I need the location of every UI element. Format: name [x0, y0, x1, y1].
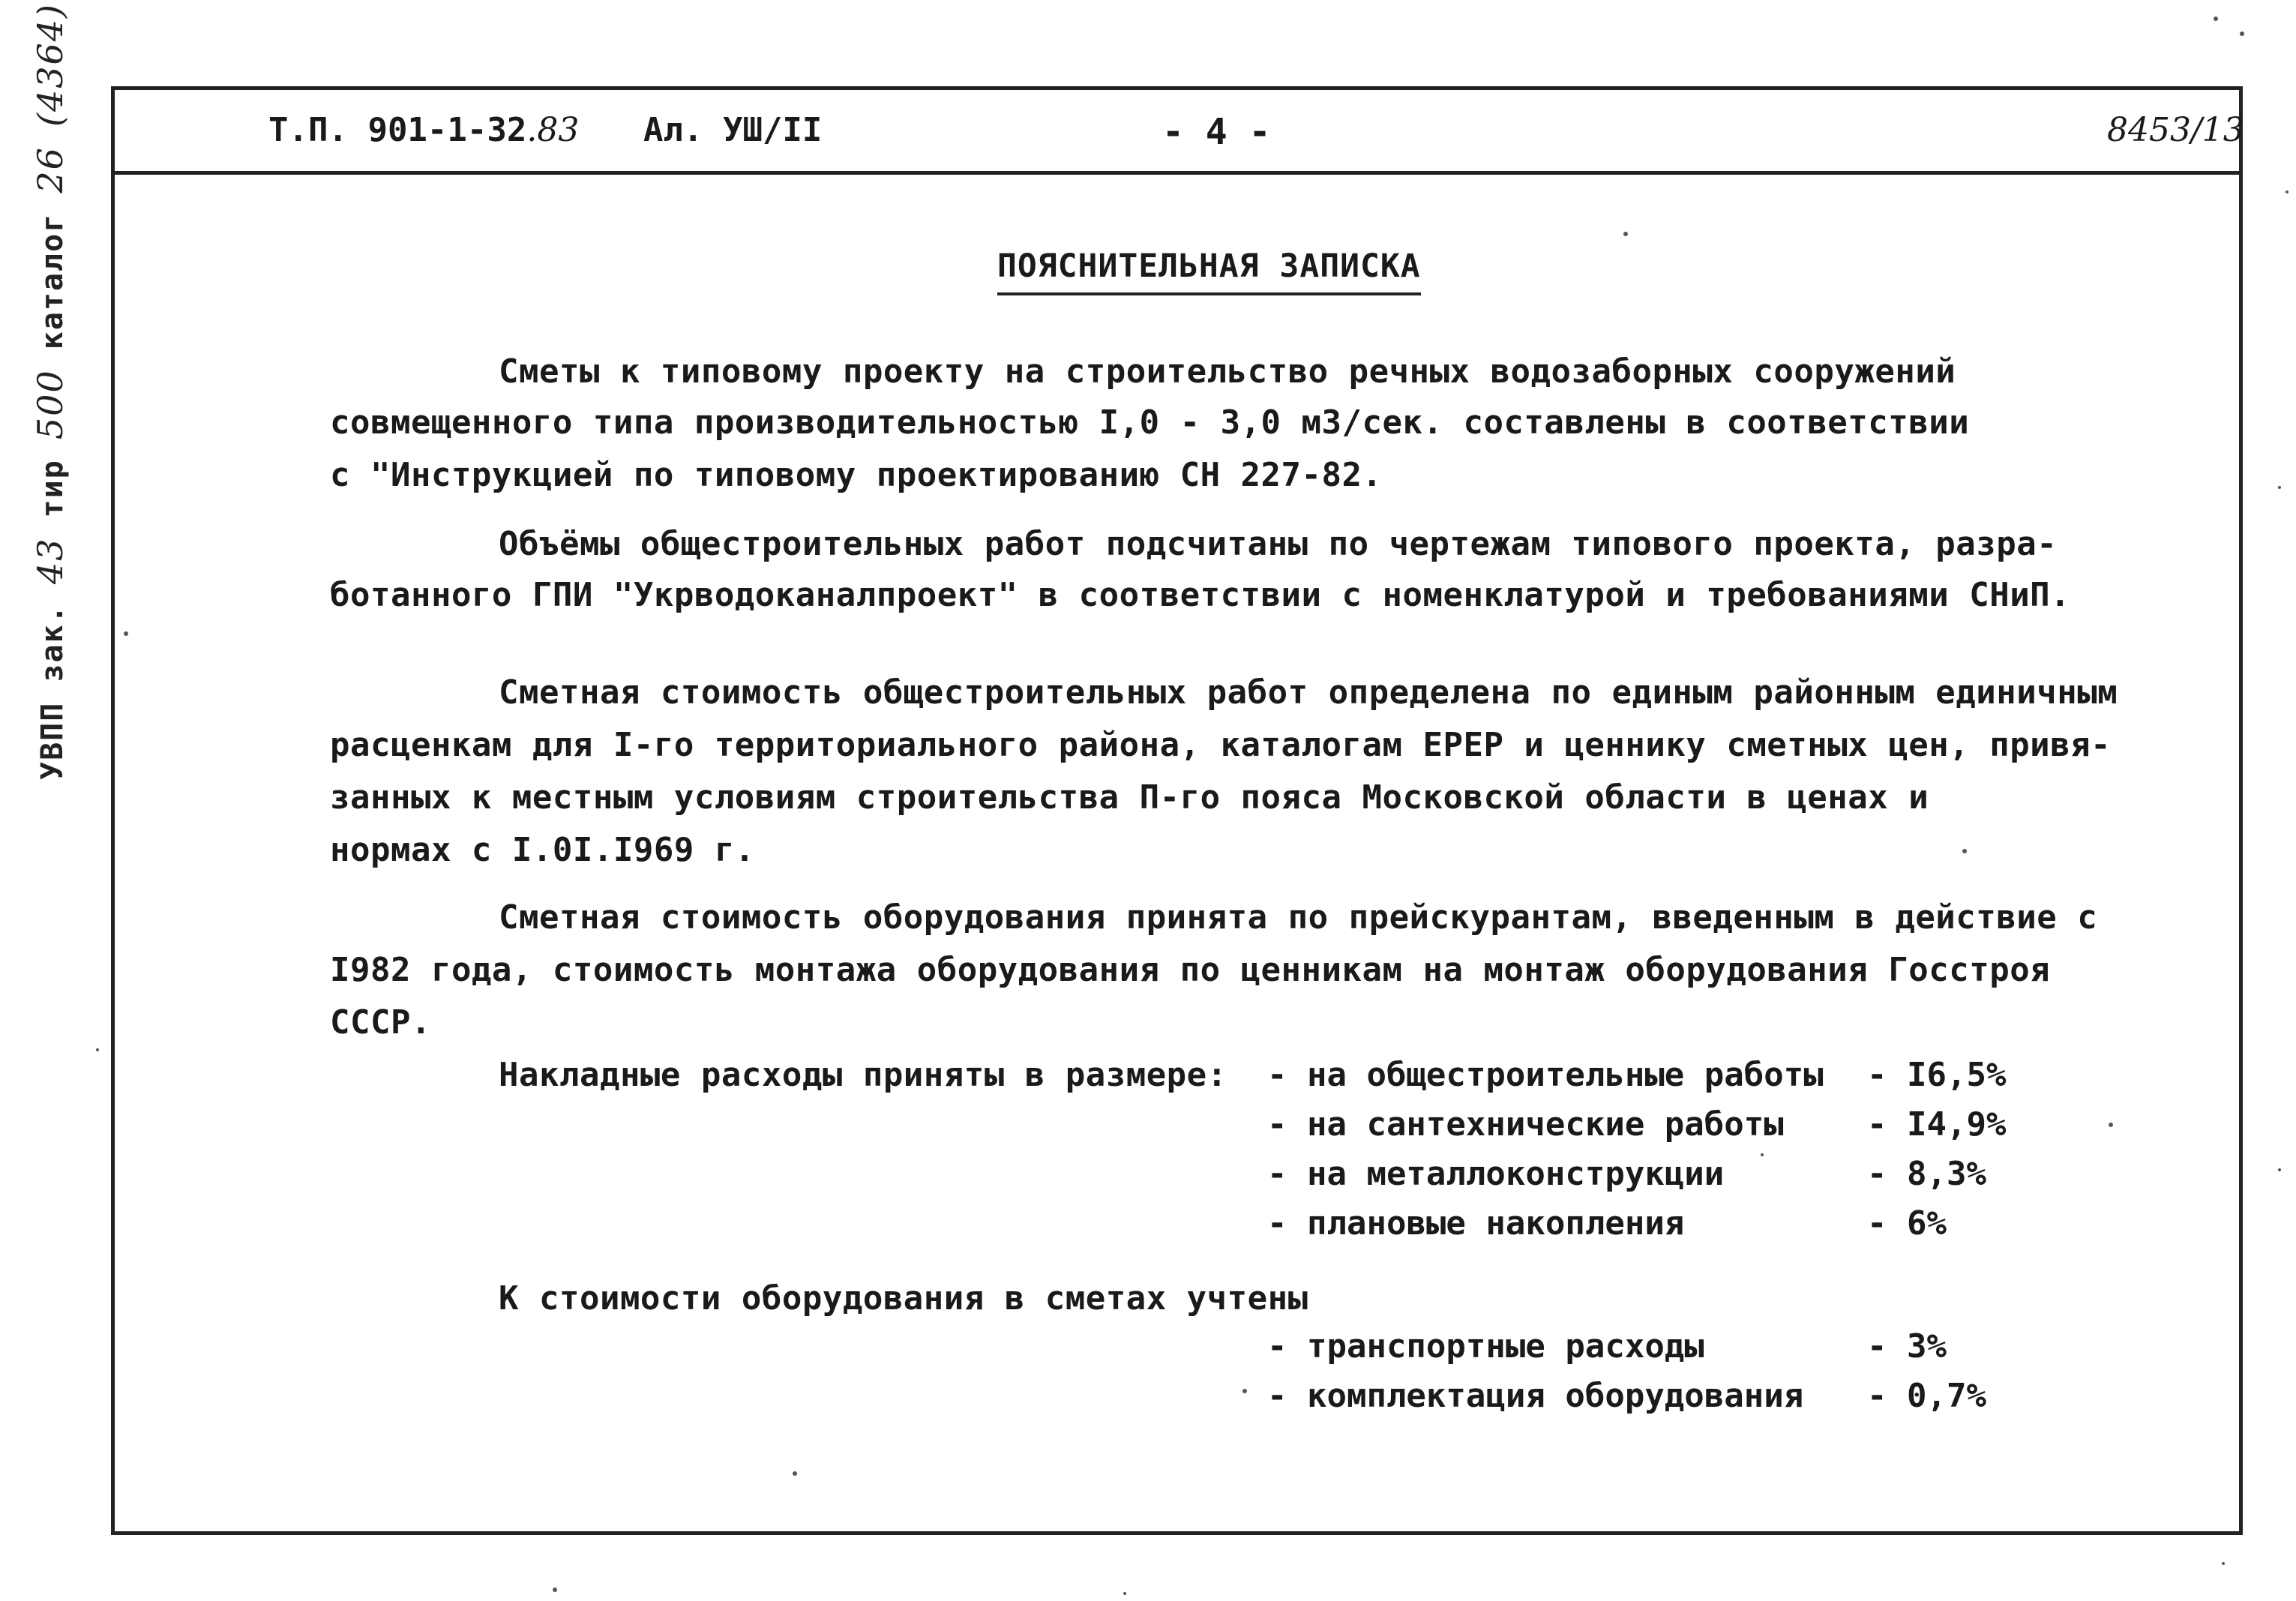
paragraph-line: с "Инструкцией по типовому проектированию СН 227-82.: [330, 456, 1383, 494]
list-item-label: - на общестроительные работы: [1267, 1056, 1824, 1094]
list-item-value: - 8,3%: [1867, 1155, 1986, 1193]
album-label: Ал. УШ/II: [643, 111, 823, 149]
stamp-order-no: 43: [30, 537, 70, 585]
stamp-copies: 500: [30, 369, 70, 440]
list-item-value: - I4,9%: [1867, 1105, 2007, 1144]
list-item-value: - 6%: [1867, 1204, 1947, 1243]
paragraph-line: расценкам для I-го территориального района, каталогам ЕРЕР и ценнику сметных цен, привя-: [330, 726, 2112, 764]
paragraph-line: Объёмы общестроительных работ подсчитаны по чертежам типового проекта, разра-: [499, 525, 2058, 563]
project-code: [268, 111, 579, 149]
stamp-mid: тир: [35, 459, 70, 518]
stamp-suffix: каталог: [35, 212, 70, 350]
paragraph-line: занных к местным условиям строительства П-го пояса Московской области в ценах и: [330, 778, 1929, 817]
paragraph-line: СССР.: [330, 1003, 431, 1042]
stamp-inventory: (4364): [30, 2, 70, 127]
list-item-label: - на сантехнические работы: [1267, 1105, 1784, 1144]
page-number: - 4 -: [1162, 111, 1271, 153]
list-item-label: - плановые накопления: [1267, 1204, 1685, 1243]
list-item-value: - I6,5%: [1867, 1056, 2007, 1094]
list-item-label: - комплектация оборудования: [1267, 1377, 1804, 1415]
project-code-prefix: Т.П. 901-1-32: [268, 111, 527, 149]
paragraph-line: Сметная стоимость общестроительных работ определена по единым районным единичным: [499, 673, 2118, 712]
project-code-year: .83: [526, 111, 580, 149]
title-block-rule: [111, 171, 2243, 175]
paragraph-line: нормах с I.0I.I969 г.: [330, 831, 755, 869]
paragraph-line: Сметная стоимость оборудования принята по прейскурантам, введенным в действие с: [499, 898, 2098, 937]
list-item-value: - 3%: [1867, 1327, 1947, 1366]
paragraph-line: Сметы к типовому проекту на строительство речных водозаборных сооружений: [499, 352, 1956, 391]
page-title: ПОЯСНИТЕЛЬНАЯ ЗАПИСКА: [997, 247, 1421, 295]
inventory-number: 8453/13: [2107, 111, 2244, 149]
equipment-intro: К стоимости оборудования в сметах учтены: [499, 1279, 1308, 1318]
paragraph-line: I982 года, стоимость монтажа оборудования по ценникам на монтаж оборудования Госстроя: [330, 951, 2051, 989]
paragraph-line: совмещенного типа производительностью I,0 - 3,0 м3/сек. составлены в соответствии: [330, 403, 1970, 442]
archive-stamp: [30, 3, 70, 780]
list-item-label: - на металлоконструкции: [1267, 1155, 1725, 1193]
stamp-printed: УВПП зак.: [35, 604, 70, 780]
paragraph-line: ботанного ГПИ "Укрводоканалпроект" в соответствии с номенклатурой и требованиями СНиП.: [330, 576, 2071, 614]
list-item-label: - транспортные расходы: [1267, 1327, 1704, 1366]
overhead-intro: Накладные расходы приняты в размере:: [499, 1056, 1227, 1094]
stamp-catalog-no: 26: [30, 146, 70, 193]
list-item-value: - 0,7%: [1867, 1377, 1986, 1415]
